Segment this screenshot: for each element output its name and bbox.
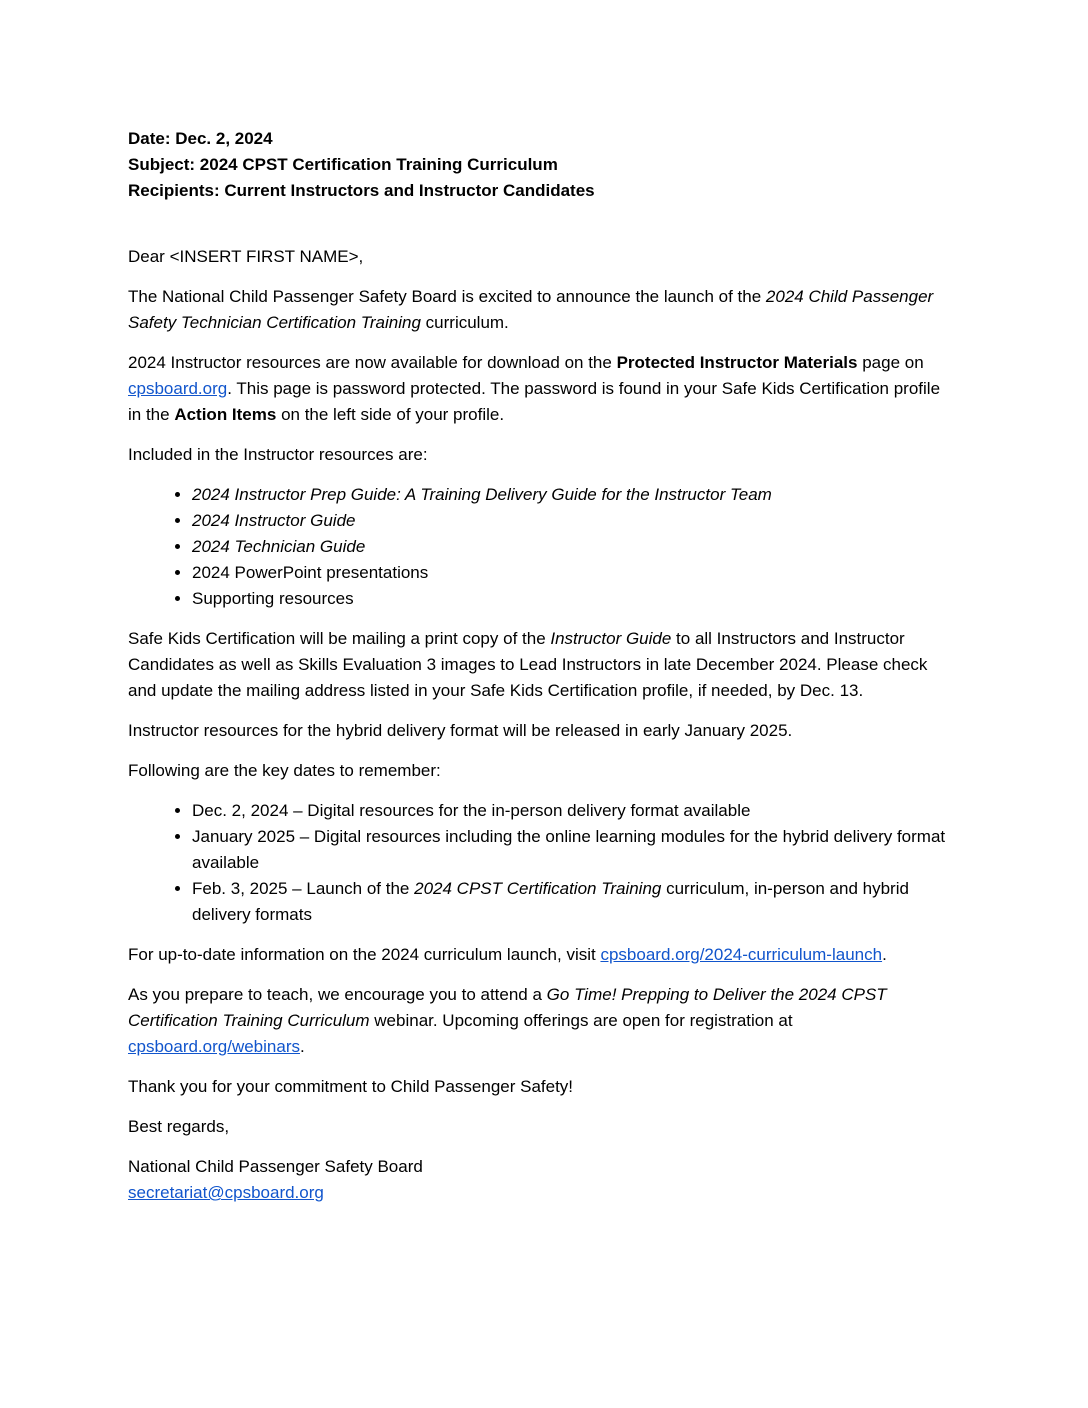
included-intro-line: Included in the Instructor resources are: bbox=[128, 445, 428, 464]
text-run: 2024 Instructor resources are now available for download on the bbox=[128, 353, 617, 372]
thanks-line: Thank you for your commitment to Child Passenger Safety! bbox=[128, 1077, 574, 1096]
signature-block bbox=[128, 1154, 950, 1206]
text-run: Supporting resources bbox=[192, 589, 354, 608]
text-run: . bbox=[882, 945, 887, 964]
text-run: Go Time! Prepping to Deliver the 2024 CPST Certification Training Curriculum bbox=[128, 985, 887, 1030]
letter-content bbox=[128, 126, 950, 1206]
text-run: Instructor Guide bbox=[550, 629, 672, 648]
header-block bbox=[128, 126, 950, 204]
webinars-link[interactable]: cpsboard.org/webinars bbox=[128, 1037, 300, 1056]
curriculum-launch-link[interactable]: cpsboard.org/2024-curriculum-launch bbox=[600, 945, 883, 964]
text-run: Action Items bbox=[174, 405, 277, 424]
text-run: 2024 Instructor Prep Guide: A Training Delivery Guide for the Instructor Team bbox=[192, 485, 772, 504]
text-run: The National Child Passenger Safety Board is excited to announce the launch of the bbox=[128, 287, 766, 306]
text-run: Dec. 2, 2024 – Digital resources for the in-person delivery format available bbox=[192, 801, 751, 820]
text-run: As you prepare to teach, we encourage you to attend a bbox=[128, 985, 547, 1004]
text-run: 2024 CPST Certification Training bbox=[414, 879, 662, 898]
list-item bbox=[192, 586, 950, 612]
announcement-paragraph bbox=[128, 284, 950, 336]
cpsboard-org-link[interactable]: cpsboard.org bbox=[128, 379, 228, 398]
date-line: Date: Dec. 2, 2024 bbox=[128, 129, 273, 148]
text-run: . This page is password protected. The password is found in your Safe Kids Certification profile in the bbox=[128, 379, 941, 424]
text-run: on the left side of your profile. bbox=[276, 405, 505, 424]
text-run: 2024 Child Passenger Safety Technician Certification Training bbox=[128, 287, 934, 332]
key-dates-intro-line: Following are the key dates to remember: bbox=[128, 761, 441, 780]
list-item bbox=[192, 560, 950, 586]
text-run: 2024 PowerPoint presentations bbox=[192, 563, 429, 582]
text-run: Safe Kids Certification will be mailing a print copy of the bbox=[128, 629, 551, 648]
instructor-resources-list bbox=[128, 482, 950, 612]
mailing-paragraph bbox=[128, 626, 950, 704]
text-run: curriculum. bbox=[420, 313, 509, 332]
greeting-line: Dear <INSERT FIRST NAME>, bbox=[128, 247, 364, 266]
signoff-line: Best regards, bbox=[128, 1117, 230, 1136]
text-run: Protected Instructor Materials bbox=[616, 353, 858, 372]
text-run: page on bbox=[857, 353, 924, 372]
text-run: . bbox=[299, 1037, 305, 1056]
list-item bbox=[192, 798, 950, 824]
list-item bbox=[192, 534, 950, 560]
text-run: 2024 Instructor Guide bbox=[192, 511, 356, 530]
webinar-paragraph bbox=[128, 982, 950, 1060]
hybrid-release-paragraph: Instructor resources for the hybrid delivery format will be released in early January 2025. bbox=[128, 721, 793, 740]
text-run: Feb. 3, 2025 – Launch of the bbox=[192, 879, 415, 898]
resources-download-paragraph bbox=[128, 350, 950, 428]
curriculum-info-paragraph bbox=[128, 942, 950, 968]
text-run: to all Instructors and Instructor Candidates as well as Skills Evaluation 3 images to Lead Instructors in late December 2024. Please check and update the mailing address listed in your Safe Kids Certification profile, if needed, by Dec. 13. bbox=[128, 629, 928, 700]
signature-name: National Child Passenger Safety Board bbox=[128, 1157, 423, 1176]
text-run: webinar. Upcoming offerings are open for registration at bbox=[369, 1011, 793, 1030]
recipients-line: Recipients: Current Instructors and Instructor Candidates bbox=[128, 181, 595, 200]
list-item bbox=[192, 508, 950, 534]
text-run: 2024 Technician Guide bbox=[192, 537, 366, 556]
subject-line: Subject: 2024 CPST Certification Training Curriculum bbox=[128, 155, 558, 174]
key-dates-list bbox=[128, 798, 950, 928]
text-run: For up-to-date information on the 2024 curriculum launch, visit bbox=[128, 945, 601, 964]
text-run: curriculum, in-person and hybrid delivery formats bbox=[192, 879, 909, 924]
list-item bbox=[192, 876, 950, 928]
text-run: January 2025 – Digital resources including the online learning modules for the hybrid delivery format available bbox=[192, 827, 946, 872]
secretariat-email-link[interactable]: secretariat@cpsboard.org bbox=[128, 1183, 324, 1202]
list-item bbox=[192, 824, 950, 876]
list-item bbox=[192, 482, 950, 508]
